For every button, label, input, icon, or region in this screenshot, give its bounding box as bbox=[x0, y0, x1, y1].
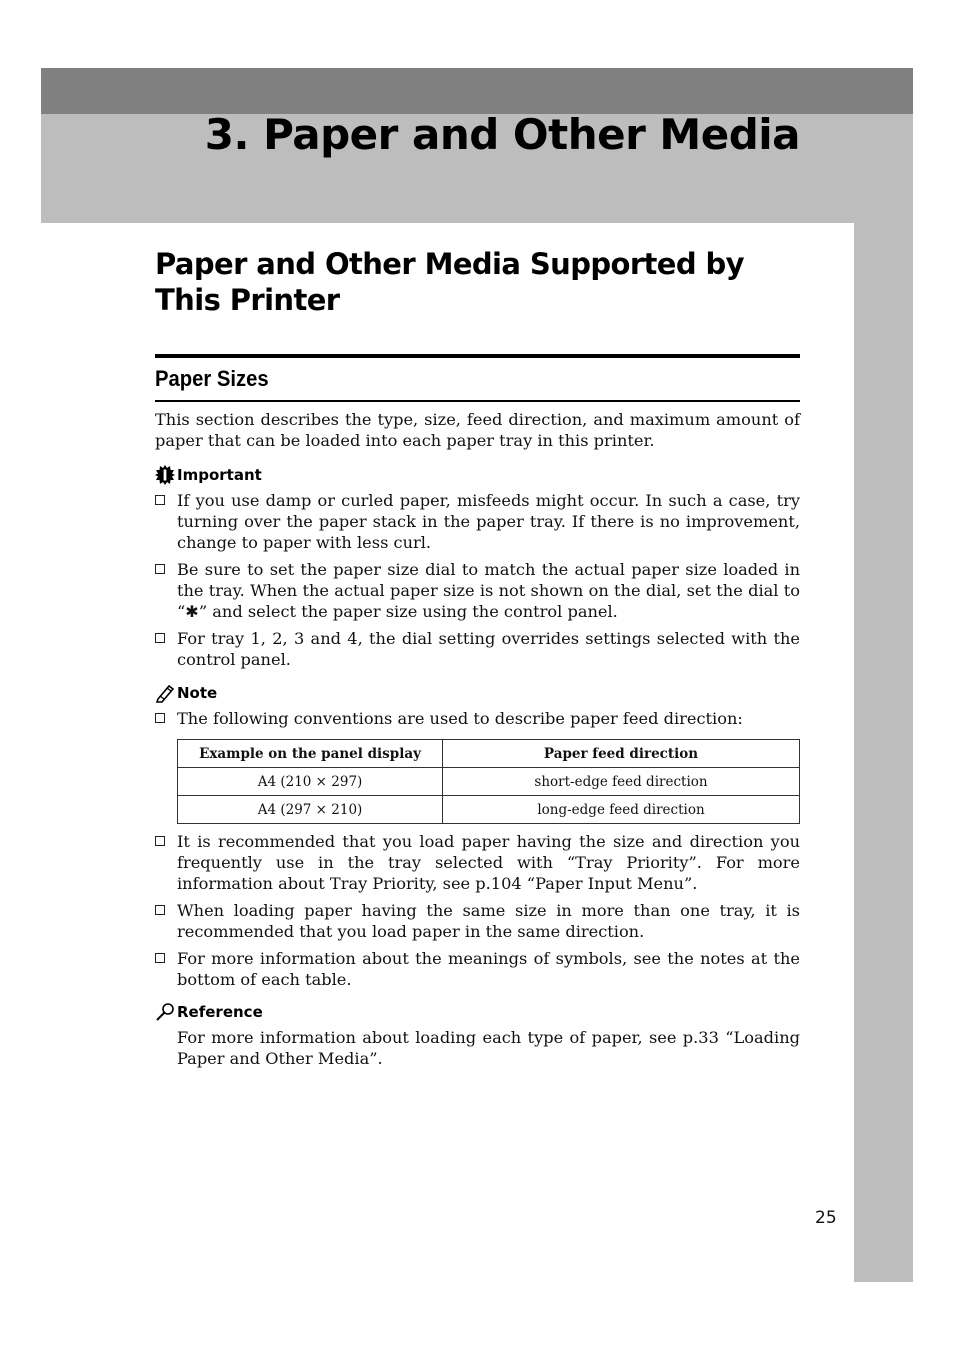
important-label-text: Important bbox=[177, 466, 262, 484]
note-item bbox=[155, 948, 800, 990]
table-row bbox=[178, 796, 800, 824]
subsection-bottom-rule bbox=[155, 400, 800, 402]
important-icon bbox=[155, 465, 175, 485]
note-item bbox=[155, 900, 800, 942]
subsection-top-rule bbox=[155, 354, 800, 358]
important-item-text: Be sure to set the paper size dial to match the actual paper size loaded in the tray. When the actual paper size is not shown on the dial, set the dial to “✱” and select the paper size using the control panel. bbox=[177, 560, 800, 621]
important-item bbox=[155, 628, 800, 670]
note-item-text: It is recommended that you load paper having the size and direction you frequently use in the tray selected with “Tray Priority”. For more information about Tray Priority, see p.104 “Paper Input Menu”. bbox=[177, 832, 800, 893]
page-number: 25 bbox=[815, 1208, 837, 1228]
important-item bbox=[155, 490, 800, 553]
note-item bbox=[155, 708, 800, 729]
important-item-text: For tray 1, 2, 3 and 4, the dial setting overrides settings selected with the control panel. bbox=[177, 629, 800, 669]
table-cell: A4 (210 × 297) bbox=[178, 768, 443, 796]
checkbox-icon bbox=[155, 953, 165, 963]
intro-paragraph: This section describes the type, size, feed direction, and maximum amount of paper that can be loaded into each paper tray in this printer. bbox=[155, 410, 800, 450]
important-label bbox=[155, 465, 262, 485]
note-label-text: Note bbox=[177, 684, 218, 702]
checkbox-icon bbox=[155, 495, 165, 505]
chapter-header-band-dark bbox=[41, 68, 913, 114]
reference-label bbox=[155, 1002, 263, 1022]
note-item-text: When loading paper having the same size in more than one tray, it is recommended that you load paper in the same direction. bbox=[177, 901, 800, 941]
note-item bbox=[155, 831, 800, 894]
note-label bbox=[155, 683, 217, 703]
reference-text: For more information about loading each type of paper, see p.33 “Loading Paper and Other Media”. bbox=[177, 1028, 800, 1068]
note-item-text: For more information about the meanings of symbols, see the notes at the bottom of each table. bbox=[177, 949, 800, 989]
table-row bbox=[178, 768, 800, 796]
table-header-row bbox=[178, 740, 800, 768]
reference-label-text: Reference bbox=[177, 1003, 263, 1021]
section-title: Paper and Other Media Supported by This Printer bbox=[155, 247, 744, 317]
checkbox-icon bbox=[155, 905, 165, 915]
chapter-title: 3. Paper and Other Media bbox=[204, 110, 800, 159]
pencil-icon bbox=[155, 683, 175, 703]
feed-direction-table bbox=[177, 739, 800, 824]
table-cell: short-edge feed direction bbox=[443, 768, 800, 796]
table-header-cell: Paper feed direction bbox=[443, 740, 800, 768]
page-side-bar bbox=[854, 223, 913, 1282]
table-cell: long-edge feed direction bbox=[443, 796, 800, 824]
table-cell: A4 (297 × 210) bbox=[178, 796, 443, 824]
important-item-text: If you use damp or curled paper, misfeeds might occur. In such a case, try turning over the paper stack in the paper tray. If there is no improvement, change to paper with less curl. bbox=[177, 491, 800, 552]
checkbox-icon bbox=[155, 836, 165, 846]
note-item-text: The following conventions are used to describe paper feed direction: bbox=[177, 709, 743, 728]
checkbox-icon bbox=[155, 713, 165, 723]
table-header-cell: Example on the panel display bbox=[178, 740, 443, 768]
important-item bbox=[155, 559, 800, 622]
magnifier-icon bbox=[155, 1002, 175, 1022]
checkbox-icon bbox=[155, 564, 165, 574]
checkbox-icon bbox=[155, 633, 165, 643]
subsection-title: Paper Sizes bbox=[155, 366, 269, 391]
